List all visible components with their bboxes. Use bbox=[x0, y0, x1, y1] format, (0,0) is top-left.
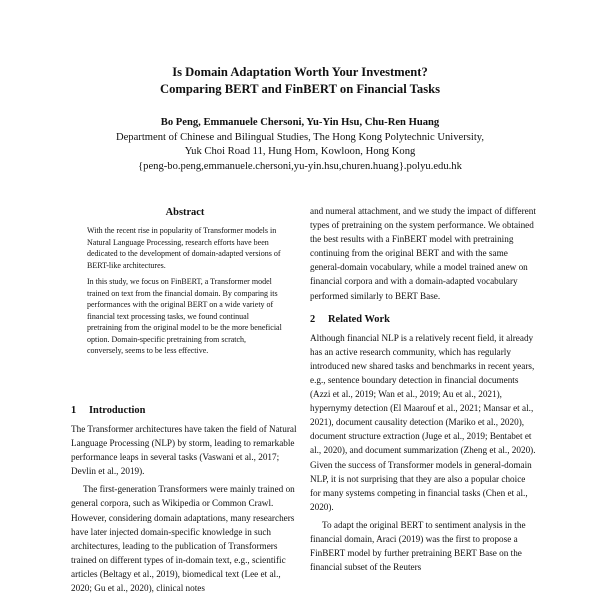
affiliation-emails: {peng-bo.peng,emmanuele.chersoni,yu-yin.hsu,churen.huang}.polyu.edu.hk bbox=[138, 160, 462, 172]
right-column bbox=[310, 204, 538, 574]
abstract-paragraph-1: With the recent rise in popularity of Transformer models in Natural Language Processing, research efforts have been dedicated to the development of domain-adapted versions of BERT-like architectures. bbox=[87, 226, 281, 270]
abstract-paragraph-2: In this study, we focus on FinBERT, a Transformer model trained on text from the financial domain. By comparing its performances with the original BERT on a wide variety of financial text processing tasks, we found continual pretraining from the original model to be the more beneficial option. Domain-specific pretraining from scratch, conversely, seems to be less effective. bbox=[87, 277, 282, 355]
affiliation bbox=[0, 131, 600, 174]
introduction-heading bbox=[71, 404, 299, 418]
title-line-1: Is Domain Adaptation Worth Your Investment? bbox=[172, 65, 428, 79]
paper-title bbox=[0, 64, 600, 98]
affiliation-line-1: Department of Chinese and Bilingual Studies, The Hong Kong Polytechnic University, bbox=[115, 132, 485, 143]
related-work-section-number: 2 bbox=[310, 313, 316, 325]
introduction-paragraph-2: The first-generation Transformers were mainly trained on general corpora, such as Wikipedia or Common Crawl. However, considering domain adaptations, many researchers have later injected domain-specific knowledge in such architectures, leading to the publication of Transformers trained on different types of in-domain text, e.g., scientific articles (Beltagy et al., 2019), biomedical text (Lee et al., 2020; Gu et al., 2020), clinical notes bbox=[71, 484, 295, 594]
related-work-heading bbox=[310, 313, 538, 327]
introduction-heading-text: Introduction bbox=[89, 405, 146, 416]
related-work-paragraph-1: Although financial NLP is a relatively recent field, it already has an active research community, which has regularly introduced new shared tasks and benchmarks in recent years, e.g., sentence boundary detection in financial documents (Azzi et al., 2019; Wan et al., 2019; Au et al., 2021), hypernymy detection (El Maarouf et al., 2021; Mansar et al., 2021), document causality detection (Mariko et al., 2020), document structure extraction (Juge et al., 2019; Bentabet et al., 2020), and document summarization (Zheng et al., 2020). Given the success of Transformer models in general-domain NLP, it is not surprising that they are also a popular choice for many systems competing in financial tasks (Chen et al., 2020). bbox=[310, 332, 536, 512]
author-list: Bo Peng, Emmanuele Chersoni, Yu-Yin Hsu, Chu-Ren Huang bbox=[160, 117, 440, 128]
introduction-section-number: 1 bbox=[71, 405, 77, 416]
related-work-paragraph-2: To adapt the original BERT to sentiment analysis in the financial domain, Araci (2019) was the first to propose a FinBERT model by further pretraining BERT Base on the financial subset of the Reuters bbox=[310, 519, 526, 573]
intro-continuation-paragraph: and numeral attachment, and we study the impact of different types of pretraining on the system performance. We obtained the best results with a FinBERT model with pretraining continuing from the original BERT and with the same general-domain vocabulary, while a model trained anew on financial corpora and with a domain-adapted vocabulary performed similarly to BERT Base. bbox=[310, 206, 536, 301]
abstract-heading: Abstract bbox=[165, 207, 205, 218]
abstract-body bbox=[87, 225, 283, 362]
title-line-2: Comparing BERT and FinBERT on Financial Tasks bbox=[159, 82, 440, 96]
introduction-section bbox=[71, 404, 299, 595]
related-work-heading-text: Related Work bbox=[328, 313, 390, 325]
affiliation-line-2: Yuk Choi Road 11, Hung Hom, Kowloon, Hong Kong bbox=[184, 146, 416, 158]
introduction-paragraph-1: The Transformer architectures have taken the field of Natural Language Processing (NLP) by storm, leading to remarkable performance leaps in several tasks (Vaswani et al., 2017; Devlin et al., 2019). bbox=[71, 424, 297, 477]
